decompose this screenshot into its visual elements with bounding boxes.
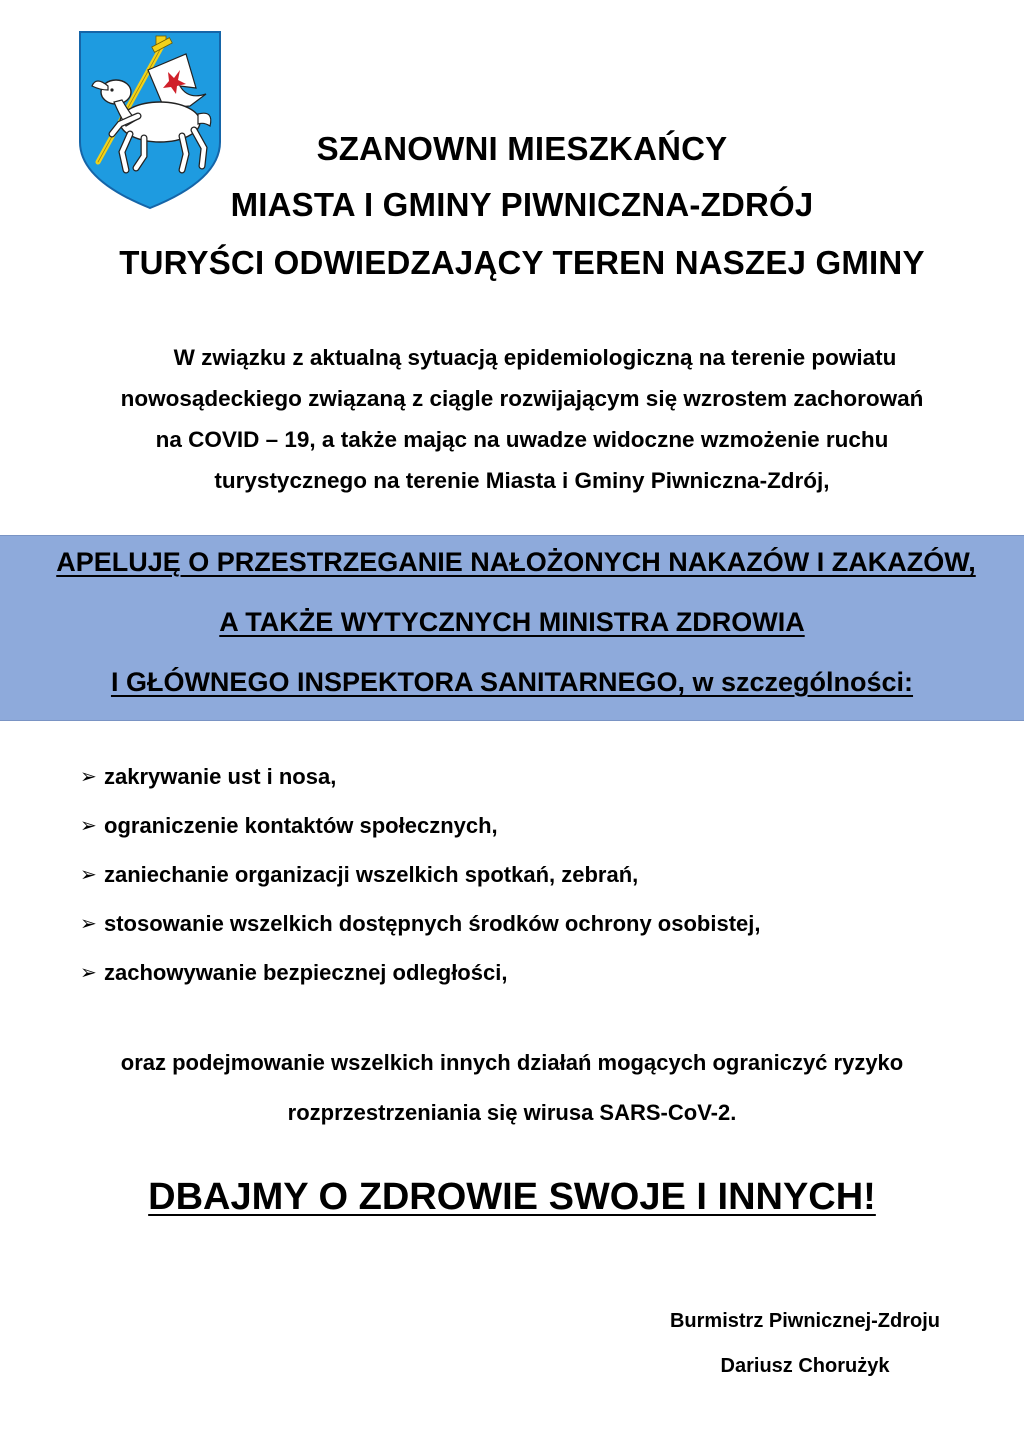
heading-municipality: MIASTA I GMINY PIWNICZNA-ZDRÓJ: [230, 186, 814, 223]
intro-line: nowosądeckiego związaną z ciągle rozwijającym się wzrostem zachorowań: [120, 386, 924, 411]
list-item-text: ograniczenie kontaktów społecznych,: [104, 813, 498, 838]
list-item-text: stosowanie wszelkich dostępnych środków ochrony osobistej,: [104, 911, 761, 936]
intro-paragraph: [40, 337, 1004, 501]
outro-line-1: oraz podejmowanie wszelkich innych działań mogących ograniczyć ryzyko: [120, 1050, 904, 1075]
intro-line: turystycznego na terenie Miasta i Gminy Piwniczna-Zdrój,: [214, 468, 830, 493]
list-item: [80, 910, 760, 959]
appeal-line-1: APELUJĘ O PRZESTRZEGANIE NAŁOŻONYCH NAKAZÓW I ZAKAZÓW,: [56, 547, 976, 577]
appeal-line-2: A TAKŻE WYTYCZNYCH MINISTRA ZDROWIA: [219, 607, 805, 637]
intro-line: na COVID – 19, a także mając na uwadze widoczne wzmożenie ruchu: [155, 427, 889, 452]
list-item: [80, 812, 760, 861]
list-item-text: zakrywanie ust i nosa,: [104, 764, 337, 789]
arrow-bullet-icon: ➢: [80, 962, 97, 984]
appeal-banner: [0, 535, 1024, 721]
signature-name: Dariusz Chorużyk: [720, 1355, 890, 1377]
outro-paragraph: [0, 1038, 1024, 1138]
arrow-bullet-icon: ➢: [80, 766, 97, 788]
list-item-text: zaniechanie organizacji wszelkich spotkań, zebrań,: [104, 862, 639, 887]
heading-residents: SZANOWNI MIESZKAŃCY: [316, 130, 728, 167]
appeal-line-3: I GŁÓWNEGO INSPEKTORA SANITARNEGO, w szczególności:: [110, 667, 914, 697]
guidelines-list: [80, 763, 760, 1008]
list-item: [80, 861, 760, 910]
arrow-bullet-icon: ➢: [80, 864, 97, 886]
list-item: [80, 959, 760, 1008]
coat-of-arms-lamb-icon: [78, 30, 222, 210]
list-item: [80, 763, 760, 812]
outro-line-2: rozprzestrzeniania się wirusa SARS-CoV-2.: [287, 1100, 737, 1125]
slogan: DBAJMY O ZDROWIE SWOJE I INNYCH!: [148, 1176, 876, 1218]
list-item-text: zachowywanie bezpiecznej odległości,: [104, 960, 508, 985]
signature-title: Burmistrz Piwnicznej-Zdroju: [669, 1310, 941, 1332]
heading-tourists: TURYŚCI ODWIEDZAJĄCY TEREN NASZEJ GMINY: [119, 244, 925, 281]
arrow-bullet-icon: ➢: [80, 913, 97, 935]
arrow-bullet-icon: ➢: [80, 815, 97, 837]
signature-block: [640, 1299, 970, 1389]
intro-line: W związku z aktualną sytuacją epidemiologiczną na terenie powiatu: [173, 345, 897, 370]
